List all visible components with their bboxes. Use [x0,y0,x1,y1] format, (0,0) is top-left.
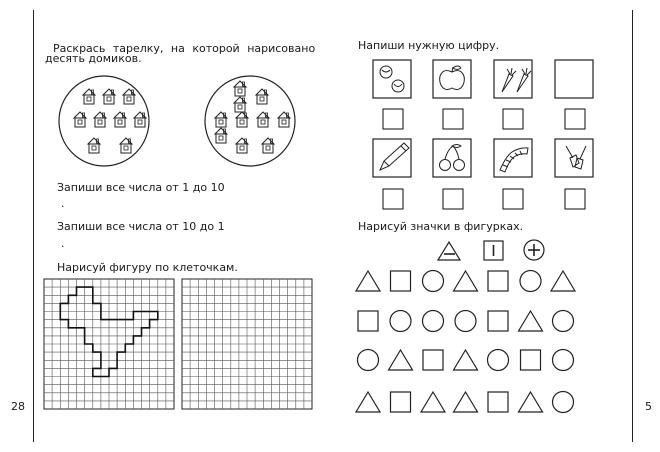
shape-rows[interactable] [356,271,575,413]
shape-square[interactable] [391,271,411,291]
shape-square[interactable] [358,311,378,331]
plate-left-houses [74,89,146,153]
picture-box-scarf [494,139,532,177]
shape-triangle[interactable] [454,392,478,412]
legend-triangle-minus [438,242,460,260]
shape-triangle[interactable] [454,271,478,291]
shape-circle[interactable] [358,350,379,371]
shape-triangle[interactable] [519,311,543,331]
task2-text: Запиши все числа от 1 до 10 [57,181,225,194]
shape-triangle[interactable] [421,392,445,412]
picture-box-cherries [433,139,471,177]
shape-circle[interactable] [520,271,541,292]
shape-circle[interactable] [423,271,444,292]
shape-circle[interactable] [488,350,509,371]
right-task2-text: Нарисуй значки в фигурках. [358,220,524,233]
shape-circle[interactable] [553,350,574,371]
task1-text-line2: десять домиков. [45,52,142,65]
right-page-number: 5 [645,400,652,413]
left-page-number: 28 [11,400,25,413]
picture-box-shovels [555,139,593,177]
shape-circle[interactable] [553,392,574,413]
shape-square[interactable] [521,350,541,370]
shape-triangle[interactable] [454,350,478,370]
task3-answer-dot: . [61,237,65,250]
grid-left [44,279,174,409]
shape-triangle[interactable] [551,271,575,291]
answer-boxes-row1[interactable] [383,109,585,129]
picture-box-apple [433,60,471,98]
answer-boxes-row2[interactable] [383,189,585,209]
task2-answer-dot: . [61,197,65,210]
scarf-icon [500,148,528,172]
legend-circle-plus [524,240,544,260]
plate-right-houses [215,81,290,153]
shape-triangle[interactable] [356,271,380,291]
shape-circle[interactable] [390,311,411,332]
picture-box-carrots [494,60,532,98]
picture-box-balls [373,60,411,98]
shape-triangle[interactable] [389,350,413,370]
shape-circle[interactable] [553,311,574,332]
balls-icon [380,66,404,92]
shape-square[interactable] [391,392,411,412]
shape-square[interactable] [423,350,443,370]
cherries-icon [440,145,465,171]
shape-circle[interactable] [423,311,444,332]
legend-square-bar [484,241,503,260]
shape-triangle[interactable] [356,392,380,412]
pencil-icon [380,143,409,170]
task3-text: Запиши все числа от 10 до 1 [57,220,225,233]
grid-right[interactable] [182,279,312,409]
carrots-icon [502,68,531,92]
right-task1-text: Напиши нужную цифру. [358,39,500,52]
shape-circle[interactable] [455,311,476,332]
plate-right[interactable] [205,76,295,166]
task4-text: Нарисуй фигуру по клеточкам. [57,261,238,274]
shovels-icon [566,146,586,169]
picture-box-pencil [373,139,411,177]
task1-text-line1: Раскрась тарелку, на которой нарисовано [53,42,316,55]
shape-triangle[interactable] [519,392,543,412]
shape-square[interactable] [488,271,508,291]
shape-square[interactable] [488,311,508,331]
shape-square[interactable] [488,392,508,412]
picture-box-empty[interactable] [555,60,593,98]
apple-icon [440,66,465,90]
